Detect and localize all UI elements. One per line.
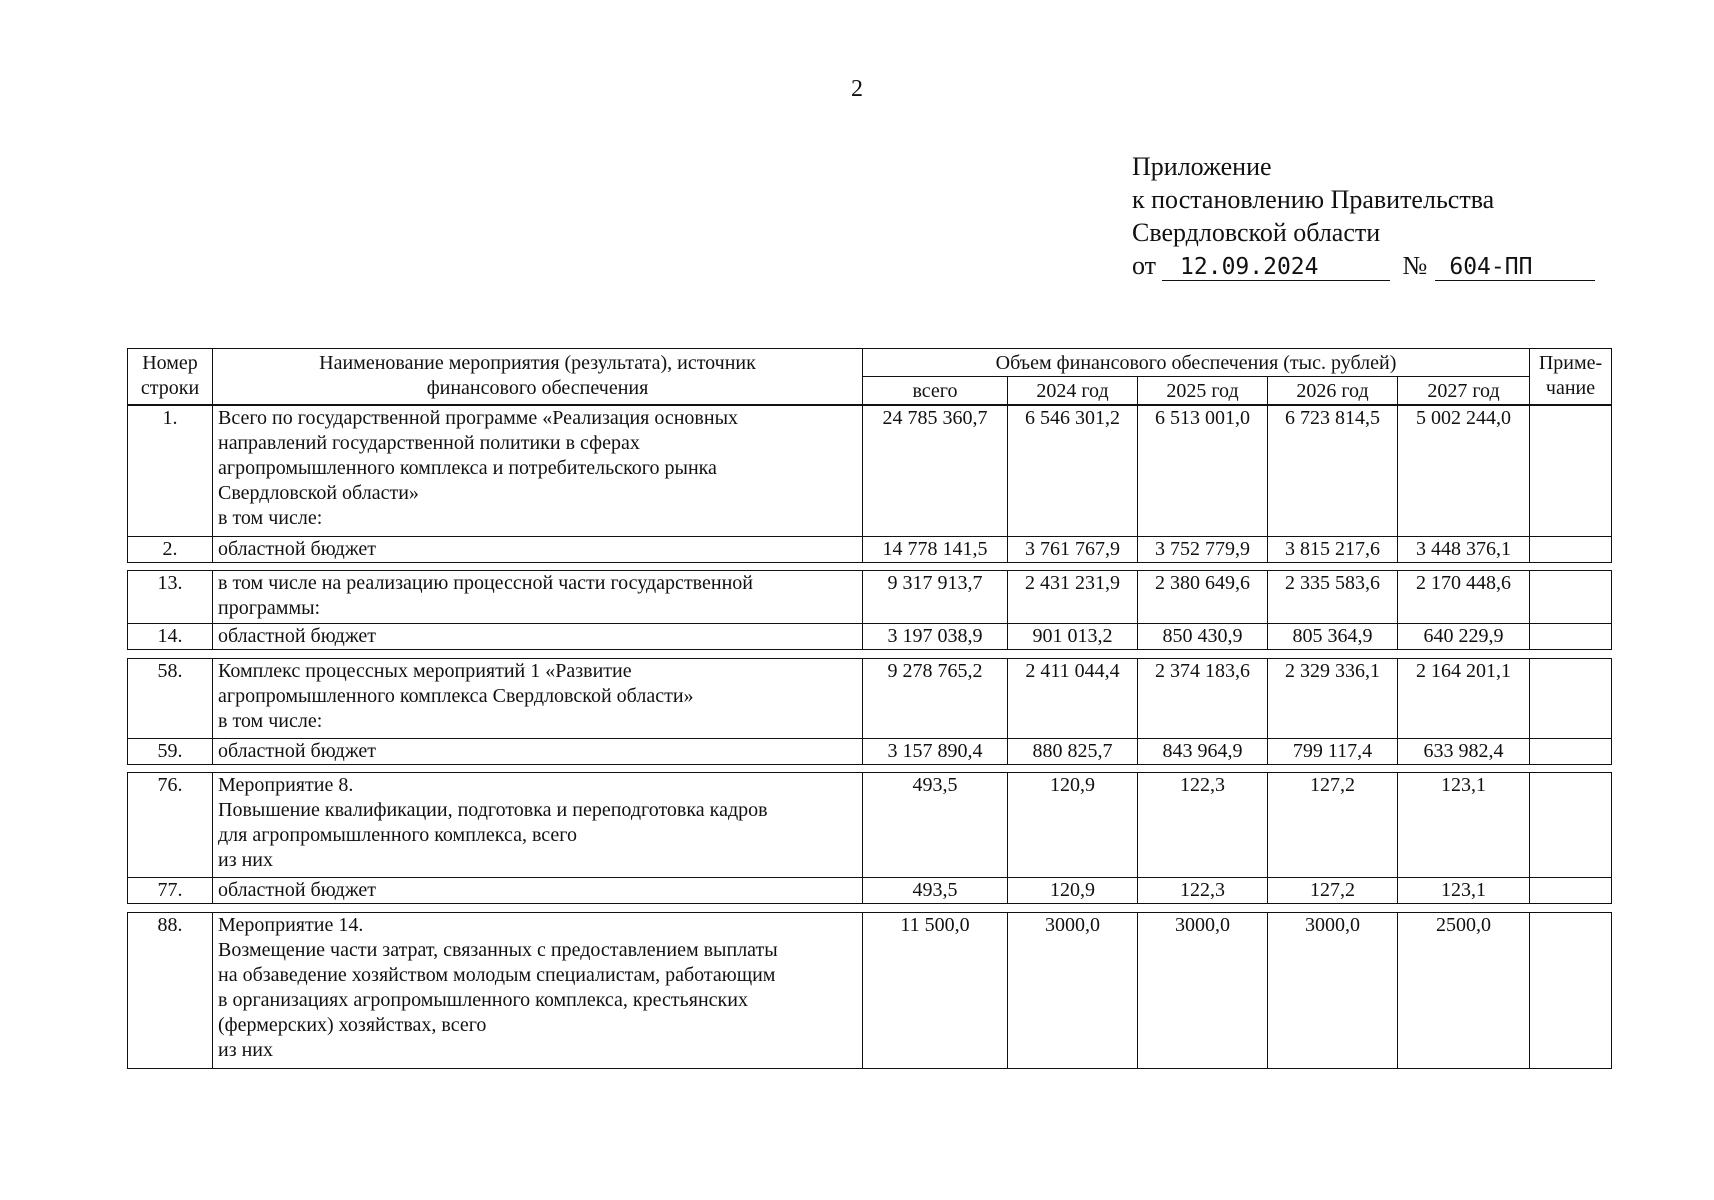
row-number: 2. <box>128 537 213 563</box>
row-2025: 6 513 001,0 <box>1138 406 1268 537</box>
row-2024: 901 013,2 <box>1008 624 1138 650</box>
row-2027: 5 002 244,0 <box>1398 406 1530 537</box>
header-2027: 2027 год <box>1398 377 1530 405</box>
row-number: 77. <box>128 878 213 904</box>
row-total: 493,5 <box>863 878 1008 904</box>
row-number: 14. <box>128 624 213 650</box>
table-block-4 <box>127 772 1612 904</box>
row-2025: 2 380 649,6 <box>1138 571 1268 624</box>
row-total: 14 778 141,5 <box>863 537 1008 563</box>
row-2027: 123,1 <box>1398 878 1530 904</box>
number-label: № <box>1402 251 1428 280</box>
row-total: 9 317 913,7 <box>863 571 1008 624</box>
row-2024: 2 411 044,4 <box>1008 659 1138 739</box>
row-2025: 843 964,9 <box>1138 739 1268 765</box>
row-note <box>1530 659 1612 739</box>
header-total: всего <box>863 377 1008 405</box>
row-name: Комплекс процессных мероприятий 1 «Развитие агропромышленного комплекса Свердловской области» в том числе: <box>213 659 863 739</box>
table-row <box>128 659 1612 739</box>
row-note <box>1530 571 1612 624</box>
row-name: Мероприятие 14. Возмещение части затрат, связанных с предоставлением выплаты на обзаведение хозяйством молодым специалистам, работающим в организациях агропромышленного комплекса, крестьянских (фермерских) хозяйствах, всего из них <box>213 913 863 1069</box>
row-name: областной бюджет <box>213 537 863 563</box>
table-block-3 <box>127 658 1612 765</box>
table-row <box>128 406 1612 537</box>
header-name: Наименование мероприятия (результата), источник финансового обеспечения <box>213 349 863 405</box>
row-total: 3 197 038,9 <box>863 624 1008 650</box>
appendix-header <box>1132 150 1595 282</box>
table-row <box>128 773 1612 878</box>
row-name: областной бюджет <box>213 624 863 650</box>
row-2027: 633 982,4 <box>1398 739 1530 765</box>
row-2026: 6 723 814,5 <box>1268 406 1398 537</box>
header-volume: Объем финансового обеспечения (тыс. рублей) <box>863 349 1530 377</box>
row-2026: 3000,0 <box>1268 913 1398 1069</box>
row-2027: 3 448 376,1 <box>1398 537 1530 563</box>
row-2027: 640 229,9 <box>1398 624 1530 650</box>
row-total: 493,5 <box>863 773 1008 878</box>
page-number: 2 <box>851 76 863 102</box>
table-header <box>127 348 1612 405</box>
row-2024: 120,9 <box>1008 878 1138 904</box>
row-number: 1. <box>128 406 213 537</box>
table-block-1 <box>127 405 1612 563</box>
table-row <box>128 537 1612 563</box>
row-2025: 3 752 779,9 <box>1138 537 1268 563</box>
row-total: 11 500,0 <box>863 913 1008 1069</box>
from-label: от <box>1132 251 1157 280</box>
table-block-5 <box>127 912 1612 1069</box>
row-2025: 2 374 183,6 <box>1138 659 1268 739</box>
appendix-line-3: Свердловской области <box>1132 218 1381 247</box>
row-note <box>1530 406 1612 537</box>
row-2026: 2 329 336,1 <box>1268 659 1398 739</box>
row-2024: 120,9 <box>1008 773 1138 878</box>
row-2025: 122,3 <box>1138 878 1268 904</box>
row-2026: 127,2 <box>1268 773 1398 878</box>
header-note: Приме- чание <box>1530 349 1612 405</box>
row-2025: 3000,0 <box>1138 913 1268 1069</box>
row-total: 3 157 890,4 <box>863 739 1008 765</box>
row-2025: 122,3 <box>1138 773 1268 878</box>
table-row <box>128 878 1612 904</box>
header-2024: 2024 год <box>1008 377 1138 405</box>
resolution-number: 604-ПП <box>1435 254 1595 281</box>
row-2026: 799 117,4 <box>1268 739 1398 765</box>
row-note <box>1530 739 1612 765</box>
row-number: 13. <box>128 571 213 624</box>
row-name: в том числе на реализацию процессной части государственной программы: <box>213 571 863 624</box>
row-name: Мероприятие 8. Повышение квалификации, подготовка и переподготовка кадров для агропромышленного комплекса, всего из них <box>213 773 863 878</box>
appendix-title: Приложение <box>1132 152 1272 181</box>
row-2027: 2 164 201,1 <box>1398 659 1530 739</box>
table-block-2 <box>127 570 1612 650</box>
row-2024: 2 431 231,9 <box>1008 571 1138 624</box>
row-2025: 850 430,9 <box>1138 624 1268 650</box>
row-number: 88. <box>128 913 213 1069</box>
row-2026: 2 335 583,6 <box>1268 571 1398 624</box>
row-2026: 805 364,9 <box>1268 624 1398 650</box>
row-name: областной бюджет <box>213 878 863 904</box>
row-number: 76. <box>128 773 213 878</box>
row-total: 24 785 360,7 <box>863 406 1008 537</box>
row-name: областной бюджет <box>213 739 863 765</box>
resolution-date: 12.09.2024 <box>1162 254 1390 281</box>
table-row <box>128 913 1612 1069</box>
header-2026: 2026 год <box>1268 377 1398 405</box>
row-2026: 127,2 <box>1268 878 1398 904</box>
table-row <box>128 739 1612 765</box>
row-total: 9 278 765,2 <box>863 659 1008 739</box>
row-name: Всего по государственной программе «Реализация основных направлений государственной политики в сферах агропромышленного комплекса и потребительского рынка Свердловской области» в том числе: <box>213 406 863 537</box>
row-2024: 3000,0 <box>1008 913 1138 1069</box>
row-2027: 123,1 <box>1398 773 1530 878</box>
header-row-number: Номер строки <box>128 349 213 405</box>
table-row <box>128 571 1612 624</box>
row-2027: 2 170 448,6 <box>1398 571 1530 624</box>
row-2027: 2500,0 <box>1398 913 1530 1069</box>
appendix-signature-line <box>1132 249 1595 282</box>
header-2025: 2025 год <box>1138 377 1268 405</box>
row-note <box>1530 537 1612 563</box>
row-note <box>1530 773 1612 878</box>
row-note <box>1530 913 1612 1069</box>
row-2024: 6 546 301,2 <box>1008 406 1138 537</box>
appendix-line-2: к постановлению Правительства <box>1132 185 1495 214</box>
row-note <box>1530 624 1612 650</box>
row-note <box>1530 878 1612 904</box>
row-2024: 880 825,7 <box>1008 739 1138 765</box>
row-2024: 3 761 767,9 <box>1008 537 1138 563</box>
row-number: 58. <box>128 659 213 739</box>
row-number: 59. <box>128 739 213 765</box>
table-row <box>128 624 1612 650</box>
row-2026: 3 815 217,6 <box>1268 537 1398 563</box>
